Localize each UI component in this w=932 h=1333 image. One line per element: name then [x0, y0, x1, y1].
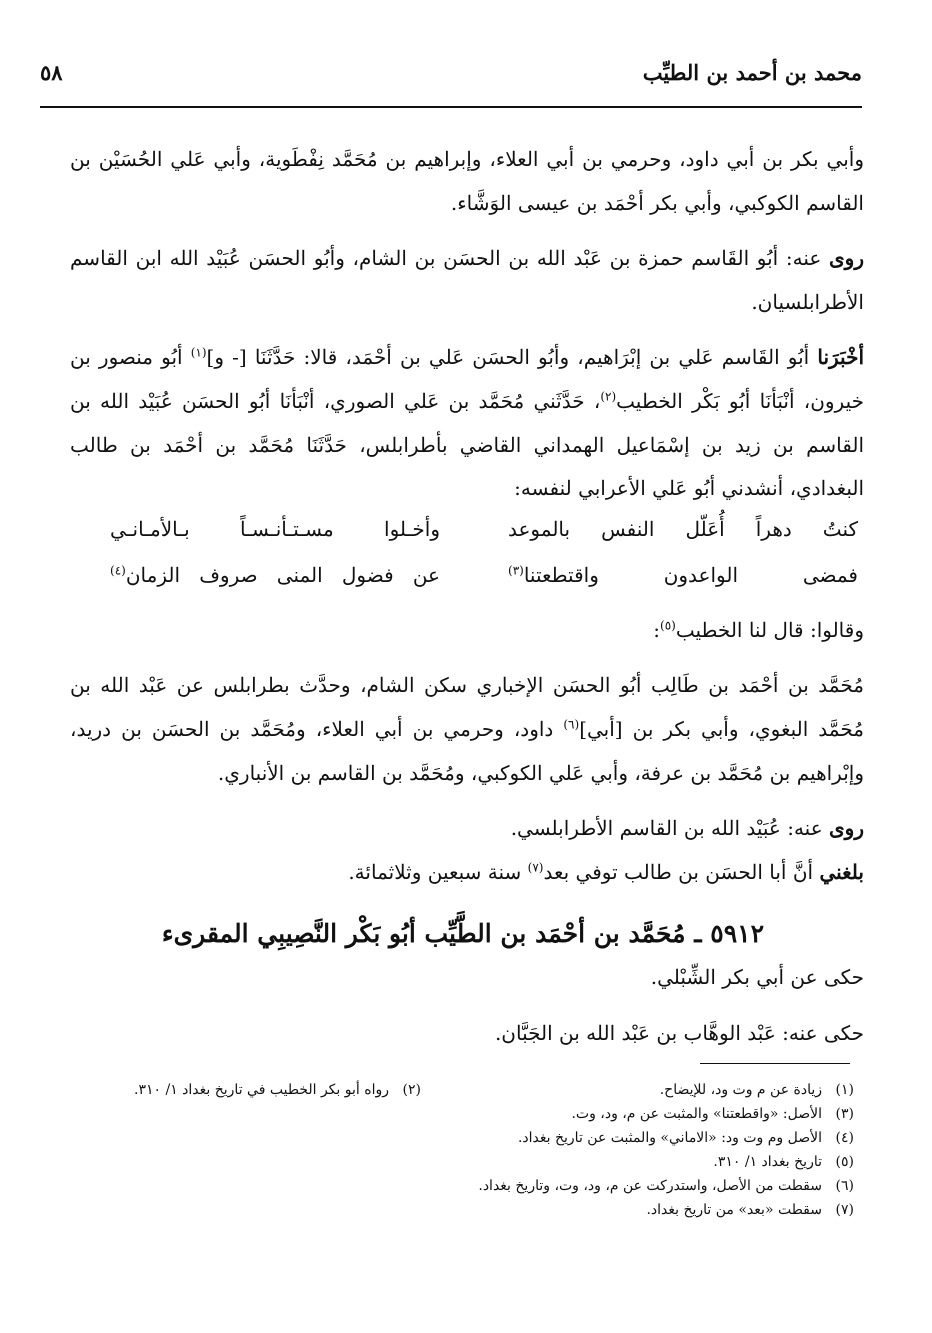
verse-2-h2-text: عن فضول المنى صروف الزمان [125, 562, 440, 587]
narrators-text: عنه: أبُو القَاسم حمزة بن عَبْد الله بن الحسَن بن الشام، وأبُو الحسَن عُبَيْد الله ابن القاسم الأطرابلسيان. [70, 246, 864, 314]
verse-1-hemistich-2: وأخـلوا مسـتـأنـسـاً بـالأمـانـي [110, 516, 440, 541]
qalu-text: وقالوا: قال لنا الخطيب [675, 617, 864, 642]
footnote-ref-6[interactable]: (٦) [563, 717, 580, 732]
entry-heading: ٥٩١٢ ـ مُحَمَّد بن أحْمَد بن الطَّيِّب أبُو بَكْر النَّصِيبِي المقرىء [161, 919, 764, 949]
death-text-2: سنة سبعين وثلاثمائة. [348, 859, 528, 884]
footnote-1-number: (١) [835, 1082, 854, 1098]
footnote-ref-1[interactable]: (١) [190, 345, 207, 360]
footnote-1 [94, 1078, 854, 1102]
entry-line-1: حكى عن أبي بكر الشِّبْلي. [650, 965, 864, 990]
verse-2-h1-text: فمضى الواعدون واقتطعتنا [523, 562, 858, 587]
footnote-5-text: تاريخ بغداد ١/ ٣١٠. [713, 1154, 822, 1170]
page-number: ٥٨ [40, 60, 63, 85]
verse-2-hemistich-2 [110, 563, 440, 587]
paragraph-death [70, 851, 864, 895]
footnote-ref-5[interactable]: (٥) [660, 618, 676, 633]
bio-narrator-text: عنه: عُبَيْد الله بن القاسم الأطرابلسي. [510, 816, 830, 841]
footnote-6-text: سقطت من الأصل، واستدركت عن م، ود، وت، وتاريخ بغداد. [478, 1178, 822, 1194]
footnote-1-text: زيادة عن م وت ود، للإيضاح. [659, 1082, 822, 1098]
paragraph-bio-narrator [70, 807, 864, 851]
bio-text-1: مُحَمَّد بن أحْمَد بن طَالِب أبُو الحسَن الإخباري سكن الشام، وحدَّث بطرابلس عن عَبْد الله بن مُحَمَّد البغوي، وأبي بكر بن [أبي] [70, 673, 864, 741]
poem [70, 517, 864, 609]
footnote-4 [94, 1126, 854, 1150]
footnote-2-number: (٢) [402, 1082, 421, 1098]
footnote-4-text: الأصل وم وت ود: «الاماني» والمثبت عن تاريخ بغداد. [517, 1130, 822, 1146]
running-header [40, 60, 862, 94]
running-title: محمد بن أحمد بن الطيِّب [642, 60, 862, 85]
keyword-akhbarana: أخْبَرَنا [817, 345, 864, 370]
header-rule [40, 106, 862, 108]
verse-2-hemistich-1 [508, 563, 858, 587]
verse-1-hemistich-1: كنتُ دهراً أُعَلّل النفس بالموعد [508, 516, 858, 541]
footnote-3-number: (٣) [835, 1106, 854, 1122]
paragraph-narrators [70, 237, 864, 324]
footnote-ref-4[interactable]: (٤) [110, 563, 126, 578]
footnote-6 [94, 1174, 854, 1198]
isnad-text-1: أبُو القَاسم عَلي بن إبْرَاهيم، وأبُو الحسَن عَلي بن أحْمَد، قالا: حَدَّثَنَا [- و] [206, 345, 818, 370]
main-text [70, 138, 864, 1056]
footnote-rule [700, 1063, 850, 1064]
footnote-5-number: (٥) [835, 1154, 854, 1170]
footnote-2-text: رواه أبو بكر الخطيب في تاريخ بغداد ١/ ٣١٠. [134, 1082, 389, 1098]
footnote-ref-3[interactable]: (٣) [508, 563, 524, 578]
footnote-ref-7[interactable]: (٧) [527, 860, 544, 875]
footnote-4-number: (٤) [835, 1130, 854, 1146]
isnad-text-2: أبُو منصور بن خيرون، أنْبَأنَا أبُو بَكْر الخطيب [70, 345, 864, 413]
footnote-7 [94, 1198, 854, 1222]
death-text-1: أنَّ أبا الحسَن بن طالب توفي بعد [543, 859, 820, 884]
footnote-7-number: (٧) [835, 1202, 854, 1218]
keyword-balaghani: بلغني [819, 859, 864, 884]
keyword-rawa: روى [829, 246, 864, 271]
footnote-5 [94, 1150, 854, 1174]
bio-text-2: داود، وحرمي بن أبي العلاء، ومُحَمَّد بن الحسَن بن دريد، وإبْراهيم بن مُحَمَّد بن عرفة، وأبي عَلي الكوكبي، ومُحَمَّد بن القاسم بن الأنباري. [70, 716, 864, 785]
paragraph-qalu [70, 609, 864, 653]
qalu-colon: : [653, 617, 661, 642]
footnotes [94, 1078, 854, 1222]
isnad-text-3: ، حَدَّثَني مُحَمَّد بن عَلي الصوري، أنْبَأنَا أبُو الحسَن عُبَيْد الله بن القاسم بن زيد بن إسْمَاعيل الهمداني القاضي بأطرابلس، حَدَّثَنَا مُحَمَّد بن أحْمَد بن طالب البغدادي، أنشدني أبُو عَلي الأعرابي لنفسه: [70, 388, 864, 501]
footnote-7-text: سقطت «بعد» من تاريخ بغداد. [646, 1202, 822, 1218]
footnote-6-number: (٦) [835, 1178, 854, 1194]
entry-line-2: حكى عنه: عَبْد الوهَّاب بن عَبْد الله بن الجَبَّان. [494, 1020, 864, 1045]
footnote-ref-2[interactable]: (٢) [600, 389, 617, 404]
footnote-3 [94, 1102, 854, 1126]
keyword-rawa-2: روى [829, 816, 864, 841]
paragraph-biography [70, 664, 864, 795]
footnote-2 [134, 1078, 421, 1102]
paragraph-isnad [70, 336, 864, 510]
footnote-3-text: الأصل: «واقطعتنا» والمثبت عن م، ود، وت. [571, 1106, 822, 1122]
paragraph-teachers: وأبي بكر بن أبي داود، وحرمي بن أبي العلاء، وإبراهيم بن مُحَمَّد نِفْطَوية، وأبي عَلي الحُسَيْن بن القاسم الكوكبي، وأبي بكر أحْمَد بن عيسى الوَشَّاء. [70, 147, 864, 215]
